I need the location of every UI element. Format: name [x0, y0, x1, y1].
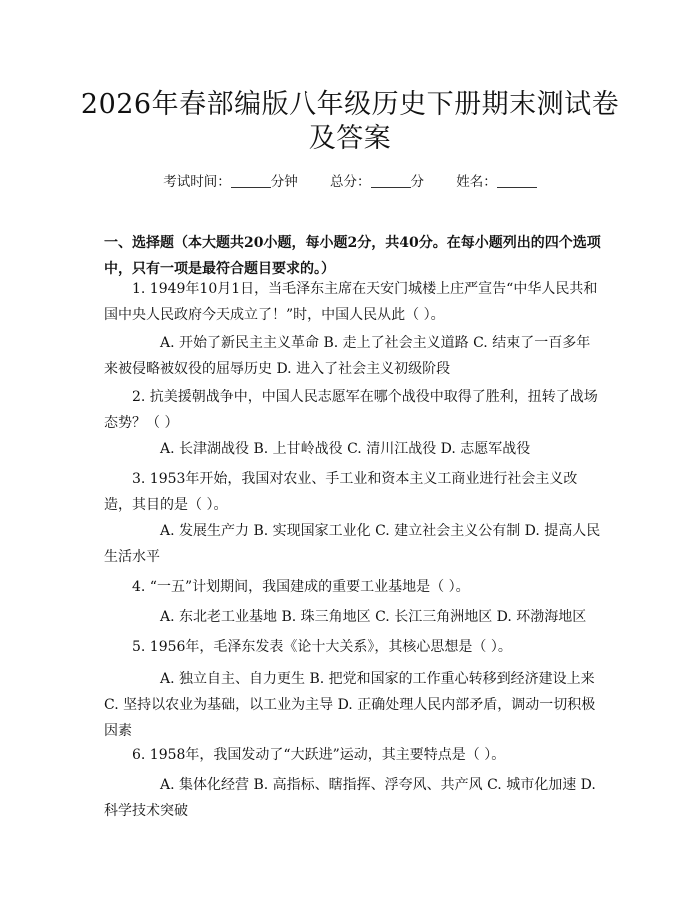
question-4 [104, 574, 602, 600]
name-blank [497, 174, 537, 188]
question-stem: 2. 抗美援朝战争中，中国人民志愿军在哪个战役中取得了胜利，扭转了战场态势？（ ） [104, 389, 598, 431]
name-field [456, 174, 537, 190]
question-1 [104, 276, 602, 328]
question-2 [104, 384, 602, 436]
time-label: 考试时间： [163, 174, 231, 190]
question-stem: 6. 1958年，我国发动了“大跃进”运动，其主要特点是（ ）。 [132, 747, 506, 763]
time-field [163, 174, 298, 190]
page-title: 2026年春部编版八年级历史下册期末测试卷 [80, 89, 620, 120]
name-label: 姓名： [456, 174, 497, 190]
exam-info-line [0, 170, 700, 190]
score-blank [371, 174, 411, 188]
question-stem: 3. 1953年开始，我国对农业、手工业和资本主义工商业进行社会主义改造，其目的是（ ）。 [104, 471, 578, 513]
time-blank [231, 174, 271, 188]
question-stem: 1. 1949年10月1日，当毛泽东主席在天安门城楼上庄严宣告“中华人民共和国中央人民政府今天成立了！”时，中国人民从此（ ）。 [104, 281, 598, 323]
question-stem: 5. 1956年，毛泽东发表《论十大关系》，其核心思想是（ ）。 [132, 639, 512, 655]
question-5 [104, 634, 602, 660]
question-5-options [104, 666, 602, 744]
score-label: 总分： [330, 174, 371, 190]
question-6-options [104, 772, 602, 824]
question-options: A. 长津湖战役 B. 上甘岭战役 C. 清川江战役 D. 志愿军战役 [160, 441, 531, 457]
question-options: A. 东北老工业基地 B. 珠三角地区 C. 长江三角洲地区 D. 环渤海地区 [160, 609, 587, 625]
question-6 [104, 742, 602, 768]
question-1-options [104, 330, 602, 382]
score-unit: 分 [410, 174, 424, 190]
question-options: A. 集体化经营 B. 高指标、瞎指挥、浮夸风、共产风 C. 城市化加速 D. 科学技术突破 [104, 777, 596, 819]
page-title-line2: 及答案 [308, 123, 392, 154]
section-heading: 一、选择题（本大题共20小题，每小题2分，共40分。在每小题列出的四个选项中，只有一项是最符合题目要求的。） [104, 235, 601, 277]
score-field [330, 174, 424, 190]
question-4-options [104, 604, 602, 630]
question-options: A. 独立自主、自力更生 B. 把党和国家的工作重心转移到经济建设上来 C. 坚持以农业为基础，以工业为主导 D. 正确处理人民内部矛盾，调动一切积极因素 [104, 671, 596, 739]
question-options: A. 开始了新民主主义革命 B. 走上了社会主义道路 C. 结束了一百多年来被侵略被奴役的屈辱历史 D. 进入了社会主义初级阶段 [104, 335, 591, 377]
question-2-options [104, 436, 602, 462]
time-unit: 分钟 [270, 174, 298, 190]
question-stem: 4. “一五”计划期间，我国建成的重要工业基地是（ ）。 [132, 579, 470, 595]
question-options: A. 发展生产力 B. 实现国家工业化 C. 建立社会主义公有制 D. 提高人民生活水平 [104, 523, 601, 565]
question-3 [104, 466, 602, 518]
question-3-options [104, 518, 602, 570]
